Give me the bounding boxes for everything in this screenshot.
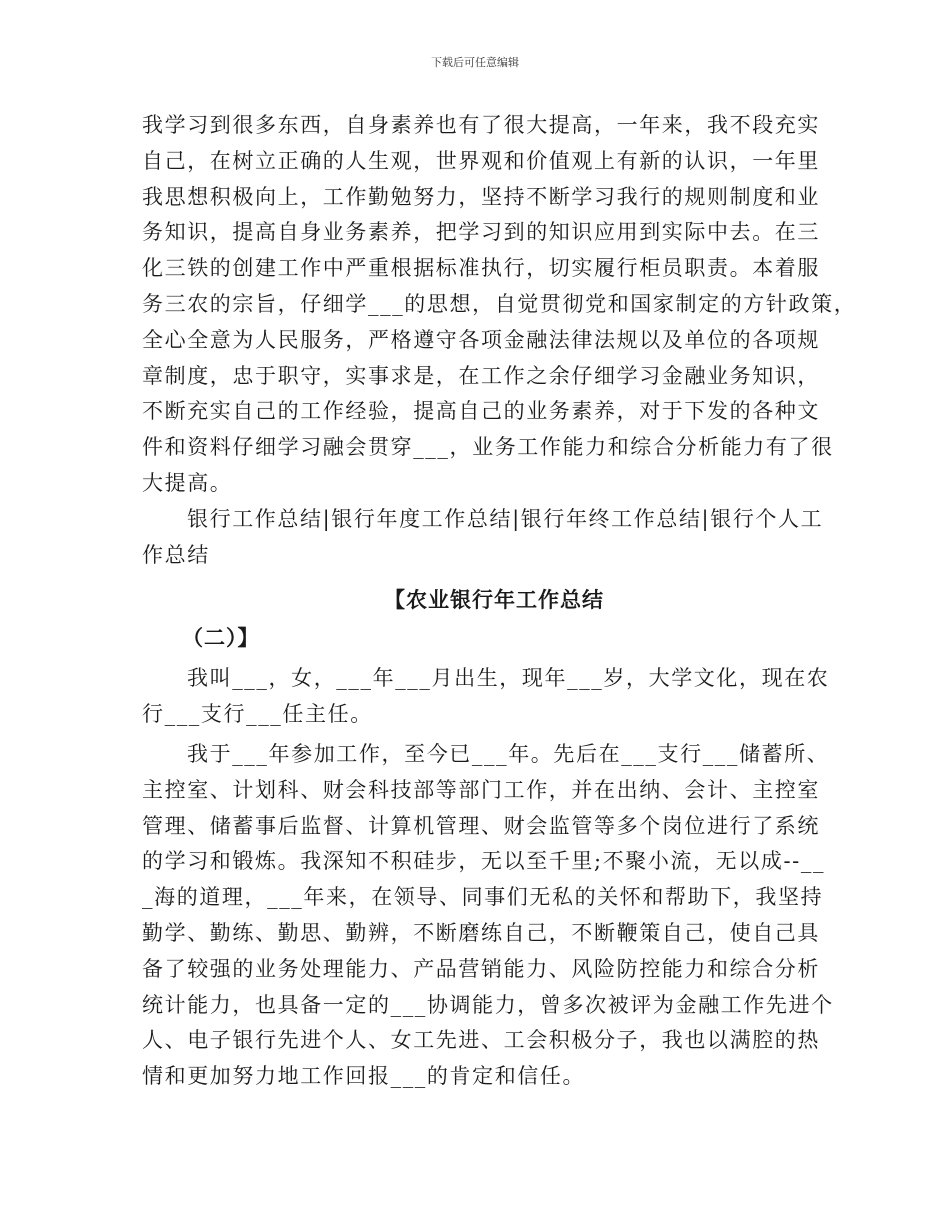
text-line: 件和资料仔细学习融会贯穿___，业务工作能力和综合分析能力有了很 xyxy=(142,435,834,460)
text-line: 人、电子银行先进个人、女工先进、工会积极分子，我也以满腔的热 xyxy=(142,1028,820,1053)
text-line: 管理、储蓄事后监督、计算机管理、财会监管等多个岗位进行了系统 xyxy=(142,813,820,838)
related-links-line: 银行工作总结|银行年度工作总结|银行年终工作总结|银行个人工 xyxy=(187,506,824,531)
text-line: 全心全意为人民服务，严格遵守各项金融法律法规以及单位的各项规 xyxy=(142,327,820,352)
text-line: 我叫___，女，___年___月出生，现年___岁，大学文化，现在农 xyxy=(187,666,830,691)
text-line: _海的道理，___年来，在领导、同事们无私的关怀和帮助下，我坚持 xyxy=(142,885,824,910)
text-line: 备了较强的业务处理能力、产品营销能力、风险防控能力和综合分析 xyxy=(142,956,820,981)
text-line: 化三铁的创建工作中严重根据标准执行，切实履行柜员职责。本着服 xyxy=(142,256,820,281)
text-line: 行___支行___任主任。 xyxy=(142,702,373,727)
text-line: 我学习到很多东西，自身素养也有了很大提高，一年来，我不段充实 xyxy=(142,113,820,137)
text-line: 大提高。 xyxy=(142,470,233,495)
text-line: 务三农的宗旨，仔细学___的思想，自觉贯彻党和国家制定的方针政策， xyxy=(142,291,857,316)
text-line: 的学习和锻炼。我深知不积硅步，无以至千里;不聚小流，无以成--__ xyxy=(142,849,826,874)
paragraph-1 xyxy=(142,108,857,502)
text-line: 统计能力，也具备一定的___协调能力，曾多次被评为金融工作先进个 xyxy=(142,992,834,1017)
paragraph-3 xyxy=(142,737,834,1095)
related-links xyxy=(142,502,822,574)
section-subtitle: （二）】 xyxy=(182,625,260,651)
paragraph-2 xyxy=(142,661,830,733)
text-line: 我思想积极向上，工作勤勉努力，坚持不断学习我行的规则制度和业 xyxy=(142,184,820,209)
text-line: 务知识，提高自身业务素养，把学习到的知识应用到实际中去。在三 xyxy=(142,220,820,245)
text-line: 我于___年参加工作，至今已___年。先后在___支行___储蓄所、 xyxy=(187,741,830,766)
text-line: 自己，在树立正确的人生观，世界观和价值观上有新的认识，一年里 xyxy=(142,148,820,173)
related-links-line: 作总结 xyxy=(142,542,210,567)
page-header: 下载后可任意编辑 xyxy=(431,56,519,69)
section-title: 【农业银行年工作总结 xyxy=(384,587,604,613)
document-body xyxy=(142,108,857,1095)
text-line: 主控室、计划科、财会科技部等部门工作，并在出纳、会计、主控室 xyxy=(142,777,820,802)
text-line: 不断充实自己的工作经验，提高自己的业务素养，对于下发的各种文 xyxy=(142,399,820,424)
text-line: 勤学、勤练、勤思、勤辨，不断磨练自己，不断鞭策自己，使自己具 xyxy=(142,920,820,945)
text-line: 情和更加努力地工作回报___的肯定和信任。 xyxy=(142,1064,586,1089)
text-line: 章制度，忠于职守，实事求是，在工作之余仔细学习金融业务知识， xyxy=(142,363,820,388)
